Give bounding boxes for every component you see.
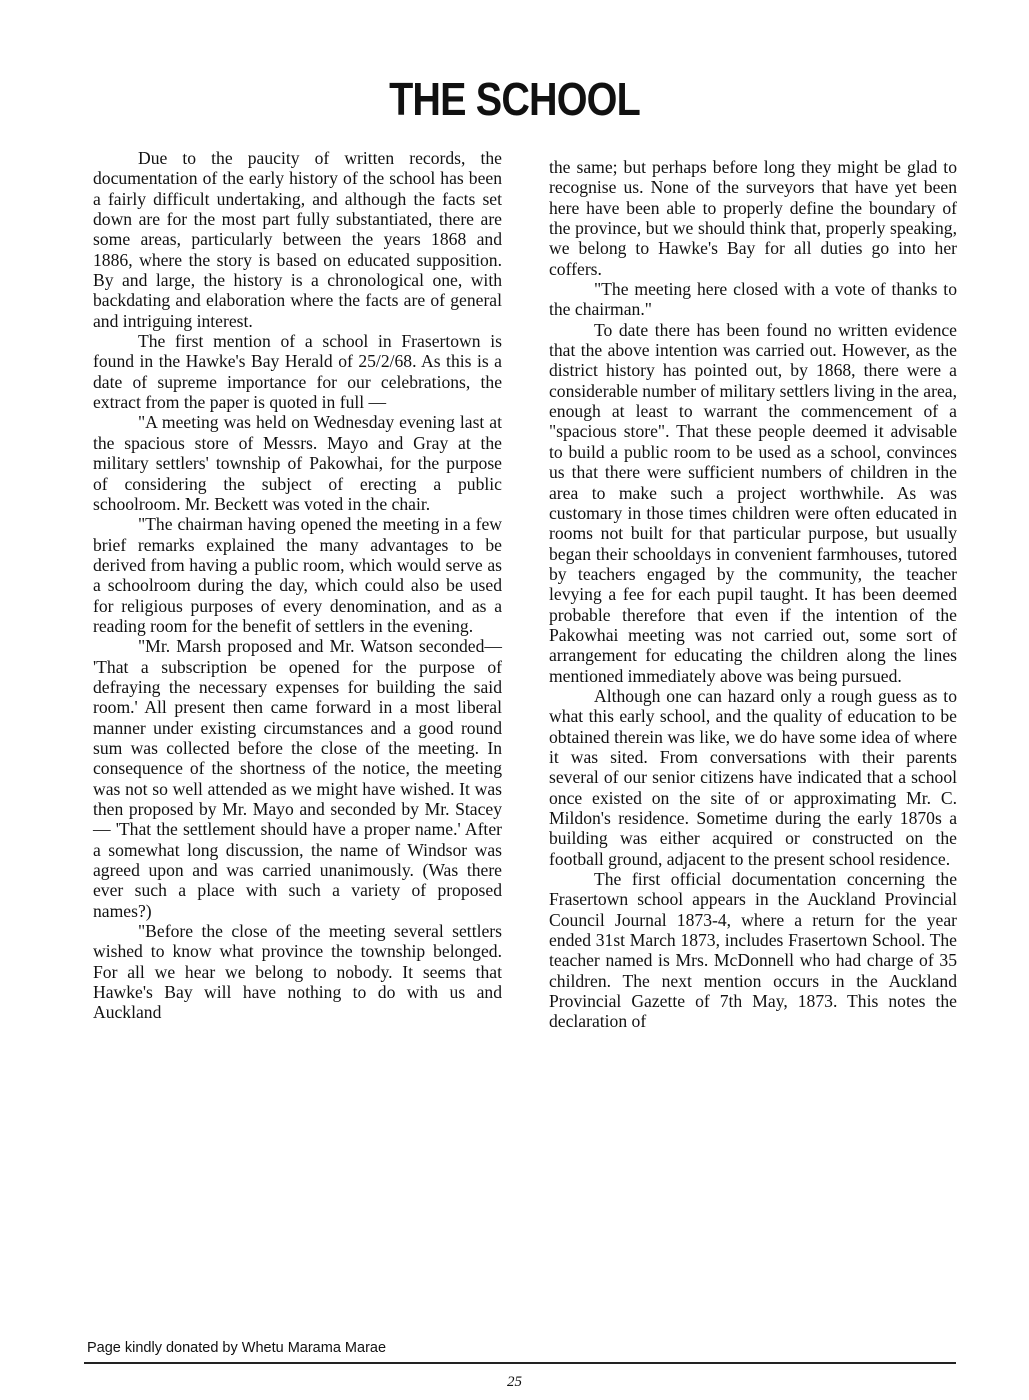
page-title: THE SCHOOL [389, 73, 640, 125]
paragraph: "The chairman having opened the meeting in a few brief remarks explained the many advantages to be derived from having a public room, which would serve as a schoolroom during the day, which could also be used for religious purposes of every denomination, and as a reading room for the benefit of settlers in the evening. [93, 514, 502, 636]
paragraph: The first official documentation concerning the Frasertown school appears in the Auckland Provincial Council Journal 1873-4, where a return for the year ended 31st March 1873, includes Frasertown School. The teacher named is Mrs. McDonnell who had charge of 35 children. The next mention occurs in the Auckland Provincial Gazette of 7th May, 1873. This notes the declaration of [549, 869, 957, 1032]
paragraph: "A meeting was held on Wednesday evening last at the spacious store of Messrs. Mayo and Gray at the military settlers' township of Pakowhai, for the purpose of considering the subject of erecting a public schoolroom. Mr. Beckett was voted in the chair. [93, 412, 502, 514]
paragraph: "Before the close of the meeting several settlers wished to know what province the township belonged. For all we hear we belong to nobody. It seems that Hawke's Bay will have nothing to do with us and Auckland [93, 921, 502, 1023]
donation-note: Page kindly donated by Whetu Marama Marae [87, 1340, 387, 1356]
paragraph: the same; but perhaps before long they might be glad to recognise us. None of the surveyors that have yet been here have been able to properly define the boundary of the province, but we should think that, properly speaking, we belong to Hawke's Bay for all duties go into her coffers. [549, 157, 957, 279]
paragraph: The first mention of a school in Frasertown is found in the Hawke's Bay Herald of 25/2/68. As this is a date of supreme importance for our celebrations, the extract from the paper is quoted in full — [93, 331, 502, 413]
paragraph: "The meeting here closed with a vote of thanks to the chairman." [549, 279, 957, 320]
paragraph: Although one can hazard only a rough guess as to what this early school, and the quality of education to be obtained therein was like, we do have some idea of where it was sited. From conversations with their parents several of our senior citizens have indicated that a school once existed on the site of or approximating Mr. C. Mildon's residence. Sometime during the early 1870s a building was either acquired or constructed on the football ground, adjacent to the present school residence. [549, 685, 957, 869]
paragraph: To date there has been found no written evidence that the above intention was carried out. However, as the district history has pointed out, by 1868, there were a considerable number of military settlers living in the area, enough at least to warrant the commencement of a "spacious store". That these people deemed it advisable to build a public room to be used as a school, convinces us that there were sufficient numbers of children in the area to make such a project worthwhile. As was customary in those times children were often educated in rooms not built for that particular purpose, but usually began their schooldays in convenient farmhouses, tutored by teachers engaged by the community, the teacher levying a fee for each pupil taught. It has been deemed probable therefore that even if the intention of the Pakowhai meeting was not carried out, some sort of arrangement for educating the children along the lines mentioned immediately above was being pursued. [549, 319, 957, 686]
right-column [549, 157, 957, 1032]
page-number: 25 [507, 1374, 522, 1390]
left-column [93, 148, 502, 1023]
paragraph: Due to the paucity of written records, the documentation of the early history of the school has been a fairly difficult undertaking, and although the facts set down are for the most part fully substantiated, there are some areas, particularly between the years 1868 and 1886, where the story is based on educated supposition. By and large, the history is a chronological one, with backdating and elaboration where the facts are of general and intriguing interest. [93, 148, 502, 331]
paragraph: "Mr. Marsh proposed and Mr. Watson seconded— 'That a subscription be opened for the purpose of defraying the necessary expenses for building the said room.' All present then came forward in a most liberal manner under existing circumstances and a good round sum was collected before the close of the meeting. In consequence of the shortness of the notice, the meeting was not so well attended as we might have wished. It was then proposed by Mr. Mayo and seconded by Mr. Stacey — 'That the settlement should have a proper name.' After a somewhat long discussion, the name of Windsor was agreed upon and was carried unanimously. (Was there ever such a place with such a variety of proposed names?) [93, 636, 502, 921]
footer-divider [84, 1362, 956, 1364]
